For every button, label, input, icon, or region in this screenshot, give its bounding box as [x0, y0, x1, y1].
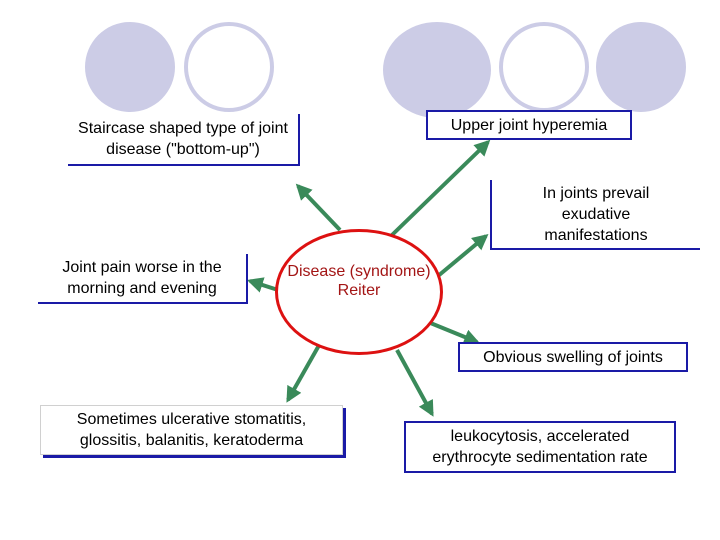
- arrow-to-hyperemia: [392, 142, 488, 235]
- arrow-to-swelling: [428, 322, 477, 342]
- node-staircase: Staircase shaped type of joint disease ("bottom-up"): [68, 114, 300, 166]
- arrow-to-exudative: [438, 236, 486, 276]
- hub-label-line2: Reiter: [337, 282, 381, 299]
- arrow-to-leukocytosis: [397, 350, 432, 414]
- node-hyperemia: Upper joint hyperemia: [426, 110, 632, 140]
- node-leukocytosis: leukocytosis, accelerated erythrocyte sedimentation rate: [404, 421, 676, 473]
- node-swelling: Obvious swelling of joints: [458, 342, 688, 372]
- arrow-to-staircase: [298, 186, 340, 230]
- hub-label: [275, 262, 443, 300]
- node-exudative: In joints prevail exudative manifestations: [490, 180, 700, 250]
- node-stomatitis: Sometimes ulcerative stomatitis, glossitis, balanitis, keratoderma: [40, 405, 343, 455]
- arrow-to-stomatitis: [288, 340, 322, 400]
- hub-label-line1: Disease (syndrome): [287, 263, 431, 280]
- node-pain: Joint pain worse in the morning and evening: [38, 254, 248, 304]
- arrow-to-pain: [250, 281, 278, 290]
